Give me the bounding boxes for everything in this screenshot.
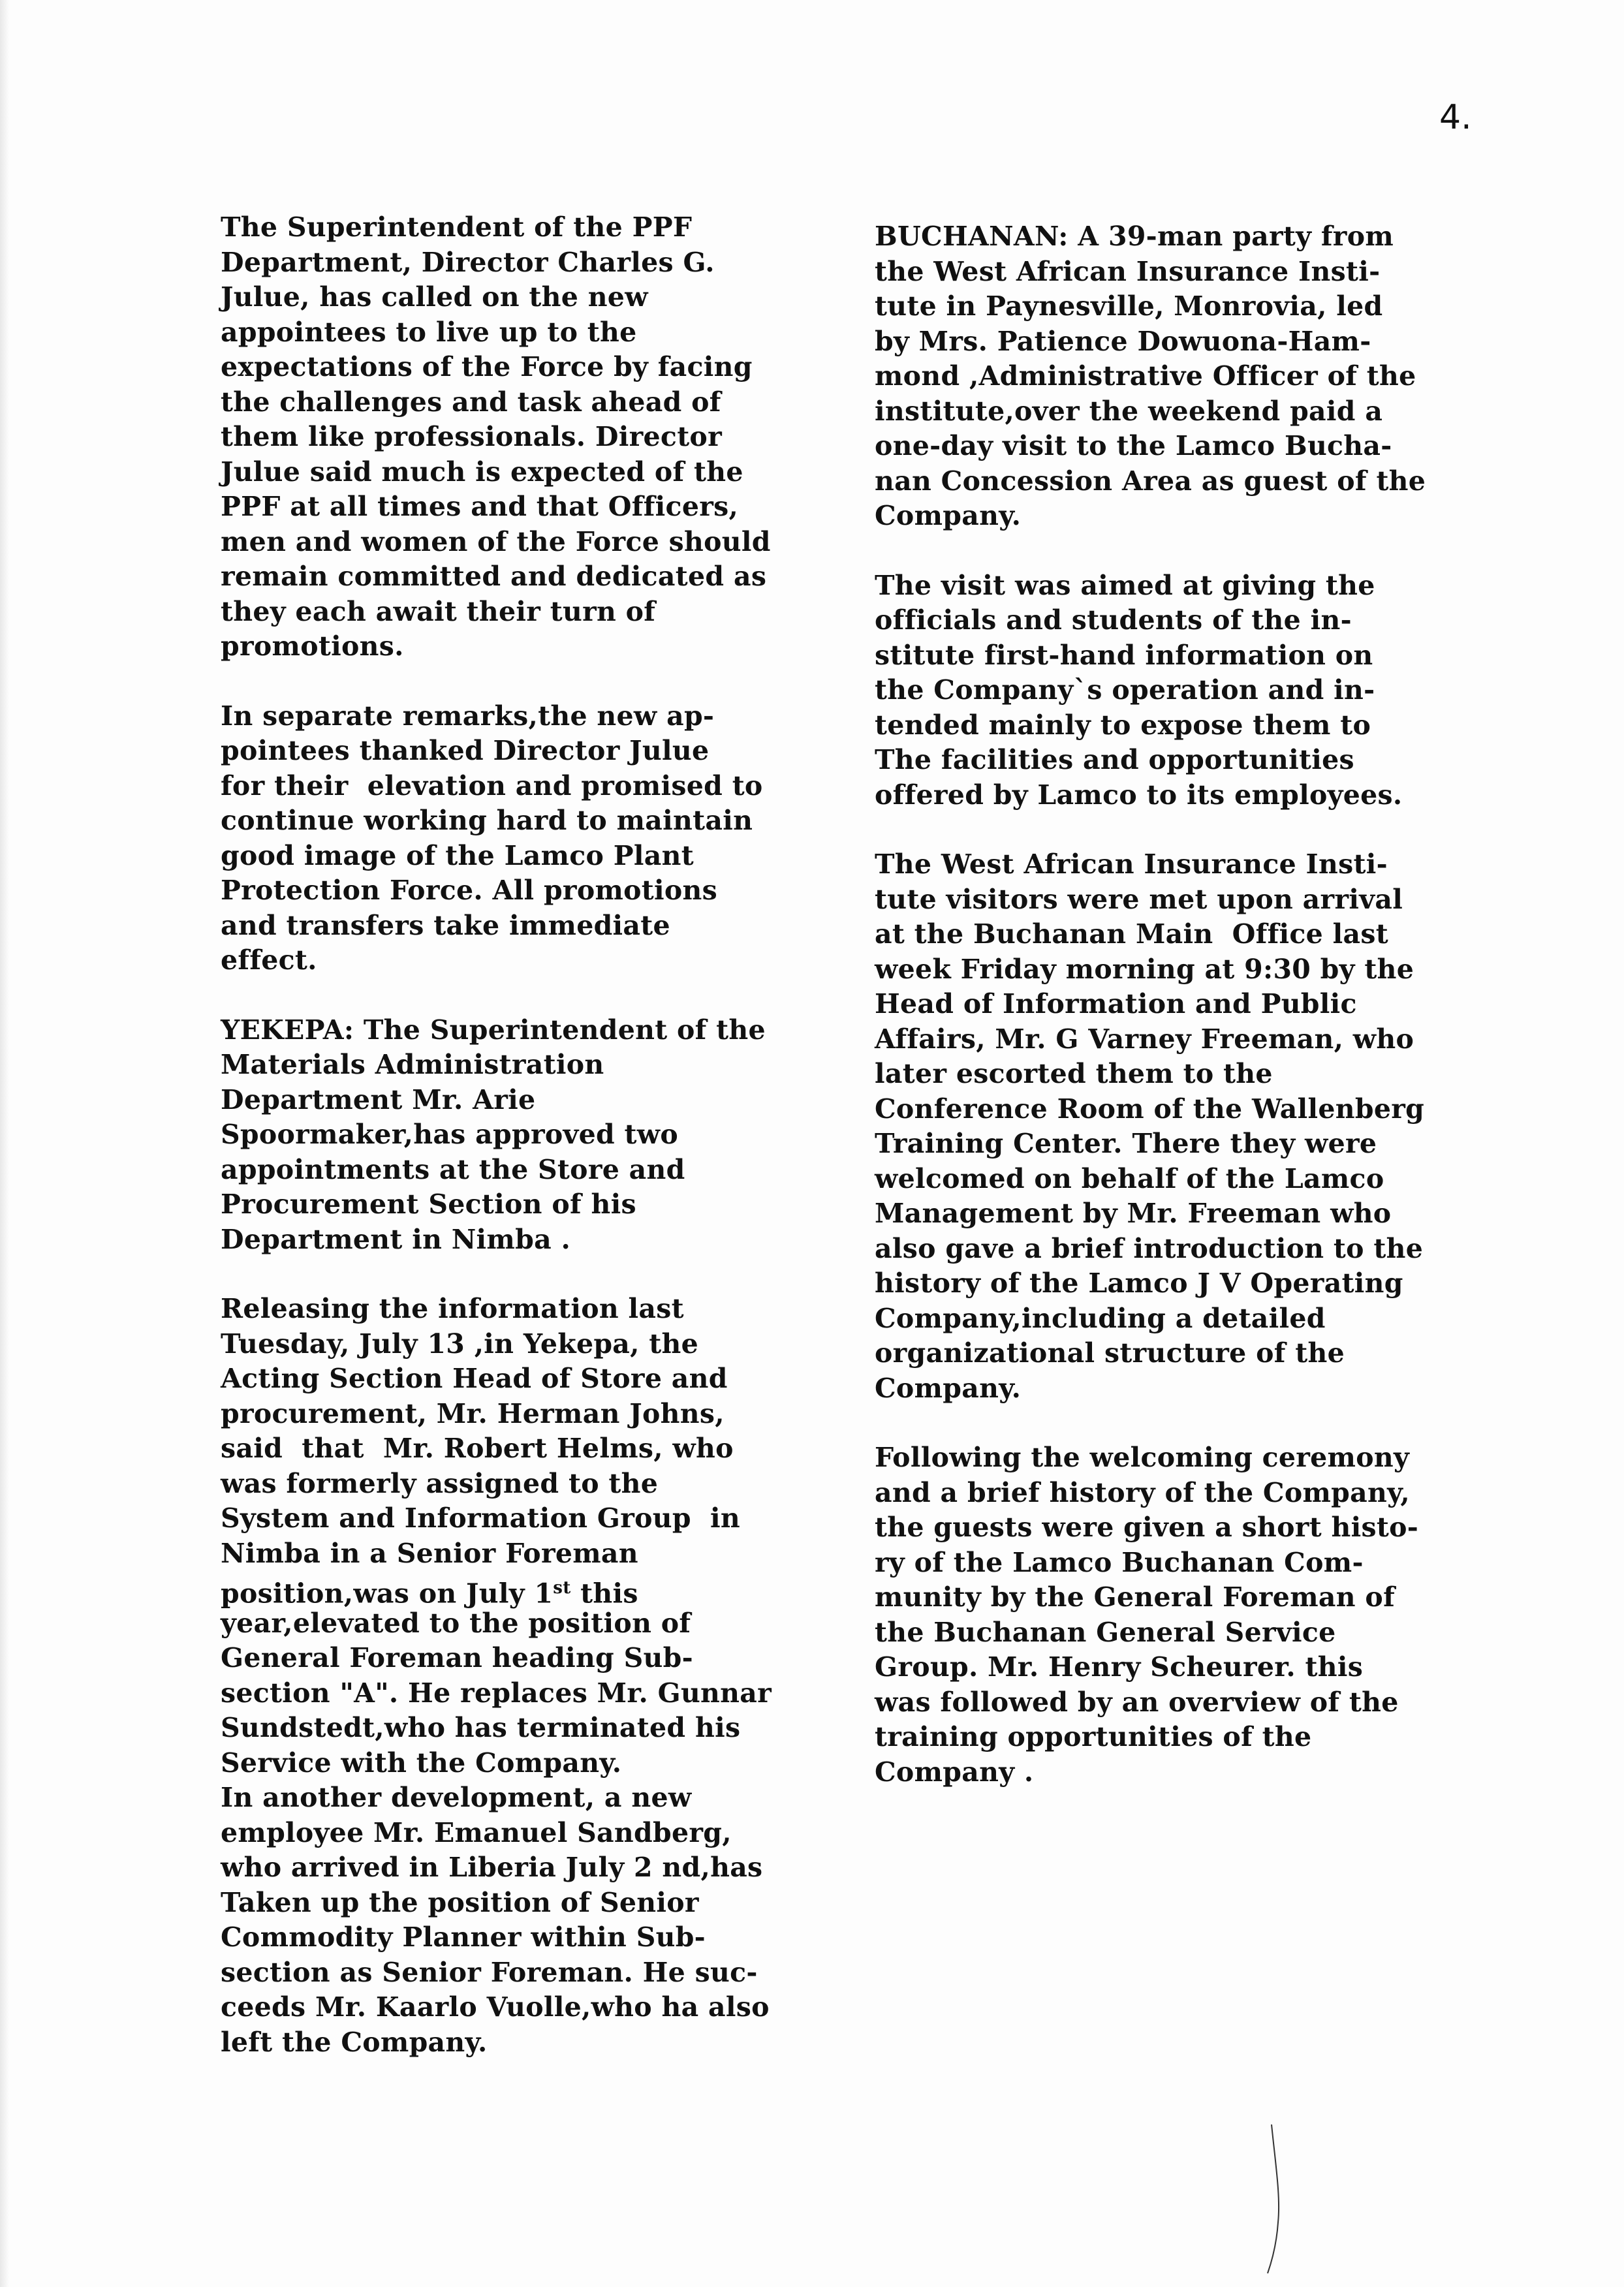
text-line: Company,including a detailed [875, 1302, 1326, 1334]
text-line: BUCHANAN: A 39-man party from [875, 221, 1394, 252]
text-line: said that Mr. Robert Helms, who [221, 1433, 734, 1464]
text-line: Affairs, Mr. G Varney Freeman, who [875, 1023, 1414, 1055]
text-line: training opportunities of the [875, 1721, 1312, 1752]
text-line: Group. Mr. Henry Scheurer. this [875, 1651, 1364, 1683]
text-line: In separate remarks,the new ap- [221, 700, 715, 732]
paragraph [221, 210, 808, 664]
text-line: ceeds Mr. Kaarlo Vuolle,who ha also [221, 1991, 770, 2023]
text-line: Tuesday, July 13 ,in Yekepa, the [221, 1328, 699, 1360]
text-line: promotions. [221, 630, 404, 662]
scan-edge-shadow [0, 0, 9, 2287]
text-line: Julue said much is expected of the [221, 456, 743, 488]
text-line: week Friday morning at 9:30 by the [875, 953, 1414, 985]
text-line: was formerly assigned to the [221, 1467, 659, 1499]
text-line: appointees to live up to the [221, 316, 637, 348]
text-line: one-day visit to the Lamco Bucha- [875, 430, 1392, 461]
text-line: also gave a brief introduction to the [875, 1232, 1424, 1264]
paragraph [875, 847, 1527, 1406]
text-line: Following the welcoming ceremony [875, 1442, 1410, 1473]
text-line: Company . [875, 1756, 1034, 1788]
text-line: the Company`s operation and in- [875, 674, 1375, 706]
text-line: Spoormaker,has approved two [221, 1119, 679, 1150]
text-line: The Superintendent of the PPF [221, 211, 693, 243]
paragraph [221, 1781, 808, 2060]
text-line: the challenges and task ahead of [221, 386, 721, 418]
pen-mark [1266, 2124, 1292, 2275]
text-line: Procurement Section of his [221, 1189, 636, 1220]
text-line: The West African Insurance Insti- [875, 848, 1388, 880]
text-line: Nimba in a Senior Foreman [221, 1537, 638, 1569]
text-line: later escorted them to the [875, 1058, 1273, 1089]
text-line: the guests were given a short histo- [875, 1512, 1419, 1543]
text-line: General Foreman heading Sub- [221, 1642, 693, 1673]
text-line: tute visitors were met upon arrival [875, 883, 1403, 915]
text-line: institute,over the weekend paid a [875, 395, 1383, 427]
paragraph [875, 219, 1527, 534]
right-column [875, 219, 1527, 1824]
text-line: In another development, a new [221, 1782, 692, 1813]
text-line: section as Senior Foreman. He suc- [221, 1956, 758, 1988]
text-line: and a brief history of the Company, [875, 1476, 1410, 1508]
text-line: Management by Mr. Freeman who [875, 1198, 1392, 1229]
text-line: Head of Information and Public [875, 988, 1357, 1019]
text-line: Service with the Company. [221, 1747, 622, 1779]
text-line: Taken up the position of Senior [221, 1886, 699, 1918]
text-line: stitute first-hand information on [875, 639, 1373, 671]
text-line: left the Company. [221, 2026, 488, 2058]
text-line: Training Center. There they were [875, 1128, 1377, 1159]
paragraph [221, 1292, 808, 1781]
paragraph [875, 1440, 1527, 1790]
text-line: YEKEPA: The Superintendent of the [221, 1014, 766, 1046]
text-line: officials and students of the in- [875, 604, 1352, 636]
text-line: PPF at all times and that Officers, [221, 491, 739, 522]
text-line: mond ,Administrative Officer of the [875, 360, 1416, 392]
text-line: them like professionals. Director [221, 421, 722, 452]
text-line: pointees thanked Director Julue [221, 735, 710, 766]
text-line: continue working hard to maintain [221, 805, 753, 836]
text-line: Company. [875, 500, 1022, 531]
text-line: men and women of the Force should [221, 525, 771, 557]
text-line: welcomed on behalf of the Lamco [875, 1162, 1384, 1194]
text-line: Julue, has called on the new [221, 281, 648, 313]
text-line: the West African Insurance Insti- [875, 255, 1381, 287]
text-line: history of the Lamco J V Operating [875, 1268, 1403, 1299]
text-line: ry of the Lamco Buchanan Com- [875, 1546, 1364, 1578]
text-line: nan Concession Area as guest of the [875, 465, 1426, 497]
text-line: Materials Administration [221, 1049, 604, 1080]
text-line: procurement, Mr. Herman Johns, [221, 1397, 725, 1429]
text-line: organizational structure of the [875, 1337, 1345, 1369]
text-line: Commodity Planner within Sub- [221, 1921, 706, 1953]
text-line: by Mrs. Patience Dowuona-Ham- [875, 325, 1371, 357]
text-line: section "A". He replaces Mr. Gunnar [221, 1677, 772, 1709]
text-line: appointments at the Store and [221, 1153, 685, 1185]
page-number: 4. [1439, 98, 1472, 137]
text-line: Company. [875, 1372, 1022, 1404]
text-line: at the Buchanan Main Office last [875, 918, 1388, 950]
text-line: Acting Section Head of Store and [221, 1363, 728, 1394]
text-line: effect. [221, 944, 317, 976]
text-line: The visit was aimed at giving the [875, 569, 1375, 601]
text-line: good image of the Lamco Plant [221, 839, 694, 871]
text-line: who arrived in Liberia July 2 nd,has [221, 1852, 763, 1883]
text-line: munity by the General Foreman of [875, 1581, 1396, 1613]
text-line: tute in Paynesville, Monrovia, led [875, 290, 1383, 322]
text-line: The facilities and opportunities [875, 744, 1354, 775]
text-line: employee Mr. Emanuel Sandberg, [221, 1816, 732, 1848]
paragraph [221, 699, 808, 978]
paragraph [875, 568, 1527, 813]
text-line: tended mainly to expose them to [875, 709, 1371, 741]
text-line: System and Information Group in [221, 1502, 740, 1534]
text-line: remain committed and dedicated as [221, 561, 767, 592]
text-line: offered by Lamco to its employees. [875, 779, 1403, 811]
text-line: for their elevation and promised to [221, 770, 763, 801]
text-line: was followed by an overview of the [875, 1686, 1399, 1718]
text-line: Sundstedt,who has terminated his [221, 1712, 741, 1743]
paragraph [221, 1013, 808, 1258]
text-line: Protection Force. All promotions [221, 875, 718, 906]
text-line: position,was on July 1st this [221, 1578, 638, 1610]
text-line: Department, Director Charles G. [221, 246, 715, 278]
text-line: they each await their turn of [221, 595, 656, 627]
text-line: and transfers take immediate [221, 909, 670, 941]
text-line: Conference Room of the Wallenberg [875, 1093, 1425, 1125]
text-line: year,elevated to the position of [221, 1607, 691, 1639]
text-line: Releasing the information last [221, 1293, 684, 1324]
left-column [221, 210, 808, 2094]
text-line: Department Mr. Arie [221, 1083, 536, 1115]
text-line: the Buchanan General Service [875, 1616, 1336, 1648]
text-line: Department in Nimba . [221, 1223, 571, 1255]
text-line: expectations of the Force by facing [221, 351, 753, 382]
